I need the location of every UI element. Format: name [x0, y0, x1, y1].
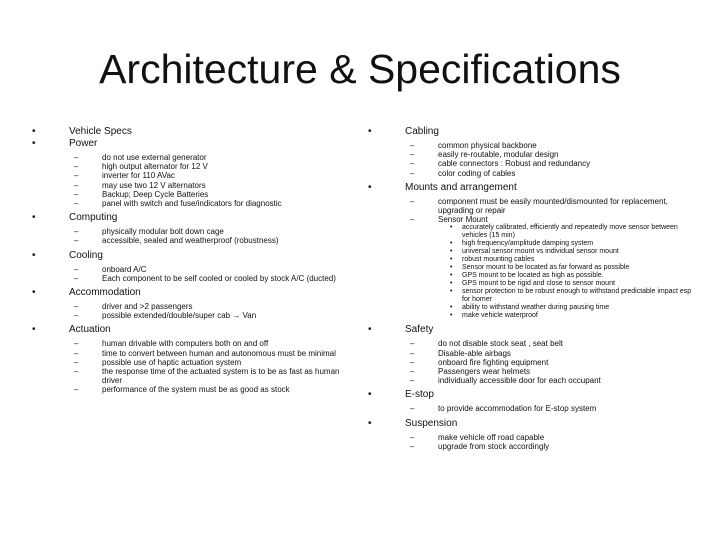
- bullet-computing: • Computing: [32, 212, 118, 224]
- sub-bullet: – onboard fire fighting equipment: [410, 357, 549, 367]
- sub-sub-bullet: • make vehicle waterproof: [450, 312, 538, 320]
- sub-bullet: – to provide accommodation for E-stop system: [410, 404, 597, 414]
- sub-bullet: – easily re-routable, modular design: [410, 150, 559, 160]
- sub-bullet: – do not disable stock seat , seat belt: [410, 339, 563, 349]
- sub-bullet: – color coding of cables: [410, 168, 516, 178]
- sub-sub-bullet: • universal sensor mount vs individual sensor mount: [450, 248, 619, 256]
- sub-bullet: – Sensor Mount: [410, 215, 488, 225]
- bullet-cabling: • Cabling: [368, 126, 439, 137]
- sub-bullet: – Passengers wear helmets: [410, 367, 531, 377]
- sub-bullet: – driver and >2 passengers: [74, 302, 193, 312]
- sub-bullet: – human drivable with computers both on and off: [74, 339, 269, 349]
- sub-bullet: – time to convert between human and autonomous must be minimal: [74, 348, 336, 358]
- sub-sub-bullet: • robust mounting cables: [450, 256, 535, 264]
- slide-title: Architecture & Specifications: [99, 46, 621, 92]
- sub-bullet: – Each component to be self cooled or cooled by stock A/C (ducted): [74, 273, 336, 283]
- sub-bullet: – onboard A/C: [74, 264, 147, 274]
- sub-sub-bullet: • ability to withstand weather during pausing time: [450, 304, 610, 312]
- bullet-estop: • E-stop: [368, 389, 434, 401]
- sub-sub-bullet: • sensor protection to be robust enough to withstand predictable impact esp for homer: [450, 288, 692, 304]
- sub-bullet: – performance of the system must be as good as stock: [74, 385, 290, 395]
- bullet-accommodation: • Accommodation: [32, 287, 141, 299]
- sub-bullet: – Backup; Deep Cycle Batteries: [74, 189, 209, 199]
- sub-bullet: – component must be easily mounted/dismounted for replacement, upgrading or repair: [410, 196, 668, 216]
- bullet-mounts: • Mounts and arrangement: [368, 181, 517, 193]
- sub-sub-bullet: • GPS mount to be rigid and close to sensor mount: [450, 280, 615, 288]
- sub-bullet: – upgrade from stock accordingly: [410, 441, 550, 451]
- sub-bullet: – inverter for 110 AVac: [74, 171, 175, 181]
- sub-bullet: – possible use of haptic actuation system: [74, 357, 242, 367]
- sub-bullet: – possible extended/double/super cab → Van: [74, 311, 257, 321]
- bullet-safety: • Safety: [368, 324, 434, 336]
- sub-bullet: – do not use external generator: [74, 153, 207, 162]
- sub-bullet: – high output alternator for 12 V: [74, 162, 208, 172]
- sub-bullet: – physically modular bolt down cage: [74, 227, 224, 237]
- sub-sub-bullet: • high frequency/amplitude damping system: [450, 240, 594, 248]
- sub-bullet: – the response time of the actuated system is to be as fast as human driver: [74, 367, 340, 386]
- bullet-actuation: • Actuation: [32, 324, 111, 336]
- sub-bullet: – Disable-able airbags: [410, 348, 511, 358]
- bullet-power: • Power: [32, 138, 98, 149]
- sub-bullet: – individually accessible door for each occupant: [410, 376, 601, 386]
- sub-bullet: – cable connectors : Robust and redundancy: [410, 159, 591, 169]
- sub-sub-bullet: • Sensor mount to be located as far forward as possible: [450, 264, 630, 272]
- left-column: [32, 126, 352, 395]
- right-column: [368, 126, 698, 451]
- bullet-vehicle-specs: • Vehicle Specs: [32, 126, 132, 137]
- bullet-cooling: • Cooling: [32, 249, 103, 261]
- sub-bullet: – may use two 12 V alternators: [74, 180, 206, 190]
- sub-bullet: – accessible, sealed and weatherproof (robustness): [74, 236, 279, 246]
- sub-sub-bullet: • accurately calibrated, efficiently and repeatedly move sensor between vehicles (15 min): [450, 224, 678, 240]
- sub-sub-bullet: • GPS mount to be located as high as possible.: [450, 272, 604, 280]
- sub-bullet: – common physical backbone: [410, 141, 537, 150]
- sub-bullet: – make vehicle off road capable: [410, 432, 545, 442]
- bullet-suspension: • Suspension: [368, 417, 458, 429]
- sub-bullet: – panel with switch and fuse/indicators for diagnostic: [74, 199, 282, 209]
